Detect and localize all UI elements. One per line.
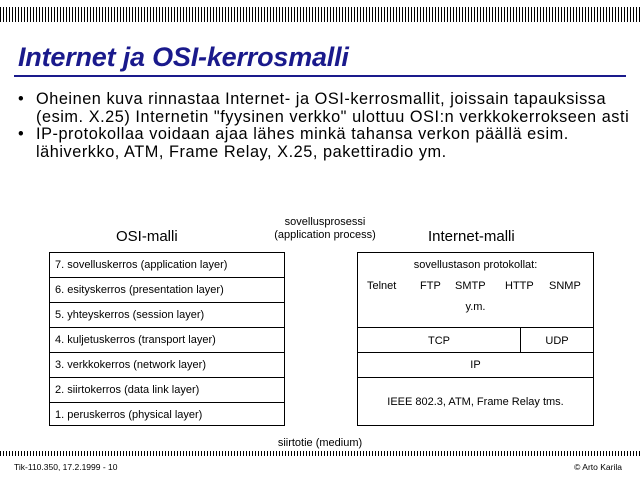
protocol-snmp: SNMP — [549, 280, 581, 292]
bullet-text: Oheinen kuva rinnastaa Internet- ja OSI-kerrosmallit, joissain tapauksissa (esim. X.25) Internetin "fyysinen verkko" ulottuu OSI:n verkkokerrokseen asti — [36, 90, 630, 126]
footer-copyright: © Arto Karila — [574, 462, 622, 472]
internet-model-title: Internet-malli — [428, 228, 515, 245]
slide-title: Internet ja OSI-kerrosmalli — [18, 42, 349, 72]
bullet-icon: • — [18, 90, 25, 108]
bottom-decorative-band — [0, 451, 640, 456]
osi-layer-5: 5. yhteyskerros (session layer) — [50, 303, 284, 328]
osi-layer-2: 2. siirtokerros (data link layer) — [50, 378, 284, 403]
osi-layer-3: 3. verkkokerros (network layer) — [50, 353, 284, 378]
osi-layer-1: 1. peruskerros (physical layer) — [55, 409, 203, 421]
protocol-smtp: SMTP — [455, 280, 486, 292]
footer-course-info: Tik-110.350, 17.2.1999 - 10 — [14, 462, 118, 472]
protocol-ftp: FTP — [420, 280, 441, 292]
bullet-item — [18, 91, 633, 126]
application-process-label — [260, 216, 390, 242]
internet-layer-stack — [357, 252, 594, 426]
bullet-text: IP-protokollaa voidaan ajaa lähes minkä tahansa verkon päällä esim. lähiverkko, ATM, Frame Relay, X.25, pakettiradio ym. — [36, 125, 569, 161]
application-process-label-en: (application process) — [274, 229, 376, 241]
udp-cell: UDP — [545, 334, 569, 347]
application-protocols-more: y.m. — [465, 301, 486, 313]
internet-link-layer: IEEE 802.3, ATM, Frame Relay tms. — [387, 395, 564, 408]
top-decorative-band — [0, 7, 640, 22]
protocol-telnet: Telnet — [367, 280, 397, 292]
application-protocols-heading: sovellustason protokollat: — [413, 259, 538, 271]
bullet-icon: • — [18, 125, 25, 143]
internet-transport-layer — [358, 328, 593, 353]
tcp-cell: TCP — [358, 328, 521, 353]
osi-layer-6: 6. esityskerros (presentation layer) — [50, 278, 284, 303]
osi-model-title: OSI-malli — [116, 228, 178, 245]
title-underline — [14, 75, 626, 77]
application-process-label-fi: sovellusprosessi — [284, 216, 366, 228]
internet-network-layer: IP — [358, 353, 593, 378]
internet-application-layer — [358, 253, 593, 328]
osi-layer-4: 4. kuljetuskerros (transport layer) — [50, 328, 284, 353]
osi-layer-7: 7. sovelluskerros (application layer) — [50, 253, 284, 278]
bullet-list — [18, 91, 633, 161]
medium-label: siirtotie (medium) — [277, 437, 363, 449]
protocol-http: HTTP — [505, 280, 534, 292]
bullet-item — [18, 126, 633, 161]
osi-layer-stack — [49, 252, 285, 426]
